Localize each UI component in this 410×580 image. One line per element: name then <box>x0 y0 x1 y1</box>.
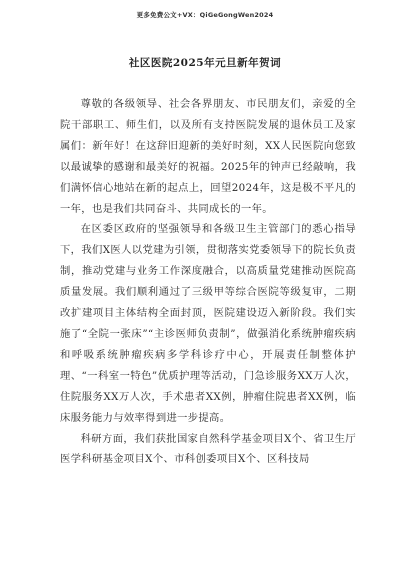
paragraph-achievements: 在区委区政府的坚强领导和各级卫生主管部门的悉心指导下，我们X医人以党建为引领，贯彻落实党委领导下的院长负责制，推动党建与业务工作深度融合，以高质量党建推动医院高质量发展。我们顺利通过了三级甲等综合医院等级复审，二期改扩建项目主体结构全面封顶，医院建设迈入新阶段。我们实施了“全院一张床”“主诊医师负责制”，做强消化系统肿瘤疾病和呼吸系统肿瘤疾病多学科诊疗中心，开展责任制整体护理、“一科室一特色”优质护理等活动，门急诊服务XX万人次，住院服务XX万人次，手术患者XX例，肿瘤住院患者XX例，临床服务能力与效率得到进一步提高。 <box>60 223 356 424</box>
document-title: 社区医院2025年元旦新年贺词 <box>128 57 282 69</box>
document-body <box>60 94 356 470</box>
paragraph-greeting: 尊敬的各级领导、社会各界朋友、市民朋友们，亲爱的全院干部职工、师生们，以及所有支持医院发展的退休员工及家属们：新年好！在这辞旧迎新的美好时刻，XX人民医院向您致以最诚挚的感谢和最美好的祝福。2025年的钟声已经敲响，我们满怀信心地站在新的起点上，回望2024年，这是极不平凡的一年，也是我们共同奋斗、共同成长的一年。 <box>60 98 356 215</box>
paragraph-research: 科研方面，我们获批国家自然科学基金项目X个、省卫生厅医学科研基金项目X个、市科创委项目X个、区科技局 <box>60 432 356 466</box>
header-note: 更多免费公文+VX：QiGeGongWen2024 <box>136 11 274 19</box>
